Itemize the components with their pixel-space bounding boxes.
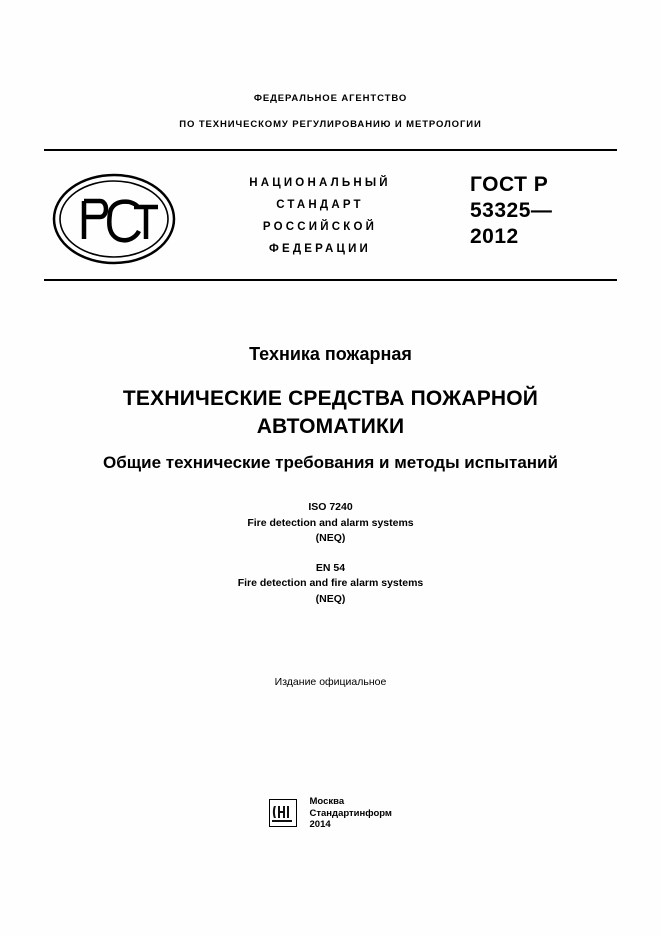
standartinform-logo-icon	[269, 799, 297, 827]
reference-standard-equivalence: (NEQ)	[315, 592, 346, 605]
document-title-line-1: ТЕХНИЧЕСКИЕ СРЕДСТВА ПОЖАРНОЙ	[122, 387, 539, 410]
publisher-block	[0, 796, 661, 831]
publisher-year: 2014	[309, 819, 331, 830]
standard-code-line-2: 53325—	[470, 199, 553, 222]
reference-standards	[0, 500, 661, 621]
reference-standard-code: EN 54	[315, 561, 346, 574]
national-standard-line-1: НАЦИОНАЛЬНЫЙ	[249, 177, 391, 189]
reference-standard-description: Fire detection and alarm systems	[247, 516, 414, 529]
agency-line-2: ПО ТЕХНИЧЕСКОМУ РЕГУЛИРОВАНИЮ И МЕТРОЛОГИИ	[179, 119, 482, 130]
national-standard-line-3: РОССИЙСКОЙ	[262, 221, 378, 233]
standard-code	[470, 172, 650, 250]
official-edition-note: Издание официальное	[274, 676, 387, 688]
document-title	[40, 385, 621, 441]
divider-bottom	[44, 279, 617, 281]
reference-item	[0, 500, 661, 547]
agency-line-1: ФЕДЕРАЛЬНОЕ АГЕНТСТВО	[253, 93, 408, 104]
reference-item	[0, 561, 661, 608]
reference-standard-description: Fire detection and fire alarm systems	[237, 577, 424, 589]
document-subtitle: Техника пожарная	[249, 344, 412, 364]
document-title-line-2: АВТОМАТИКИ	[256, 415, 405, 438]
reference-standard-equivalence: (NEQ)	[315, 532, 346, 544]
publisher-name: Стандартинформ	[309, 807, 392, 819]
document-scope-line: Общие технические требования и методы испытаний	[103, 453, 558, 472]
agency-header	[0, 86, 661, 138]
national-standard-line-4: ФЕДЕРАЦИИ	[268, 243, 372, 255]
publisher-text	[310, 796, 392, 831]
divider-top	[44, 149, 617, 151]
gost-r-emblem-icon	[52, 173, 176, 265]
standard-code-line-1: ГОСТ Р	[470, 173, 549, 196]
publisher-city: Москва	[309, 796, 345, 807]
reference-standard-code: ISO 7240	[308, 501, 353, 513]
national-standard-line-2: СТАНДАРТ	[276, 199, 364, 211]
standard-code-line-3: 2012	[470, 225, 519, 248]
national-standard-title	[190, 172, 450, 260]
